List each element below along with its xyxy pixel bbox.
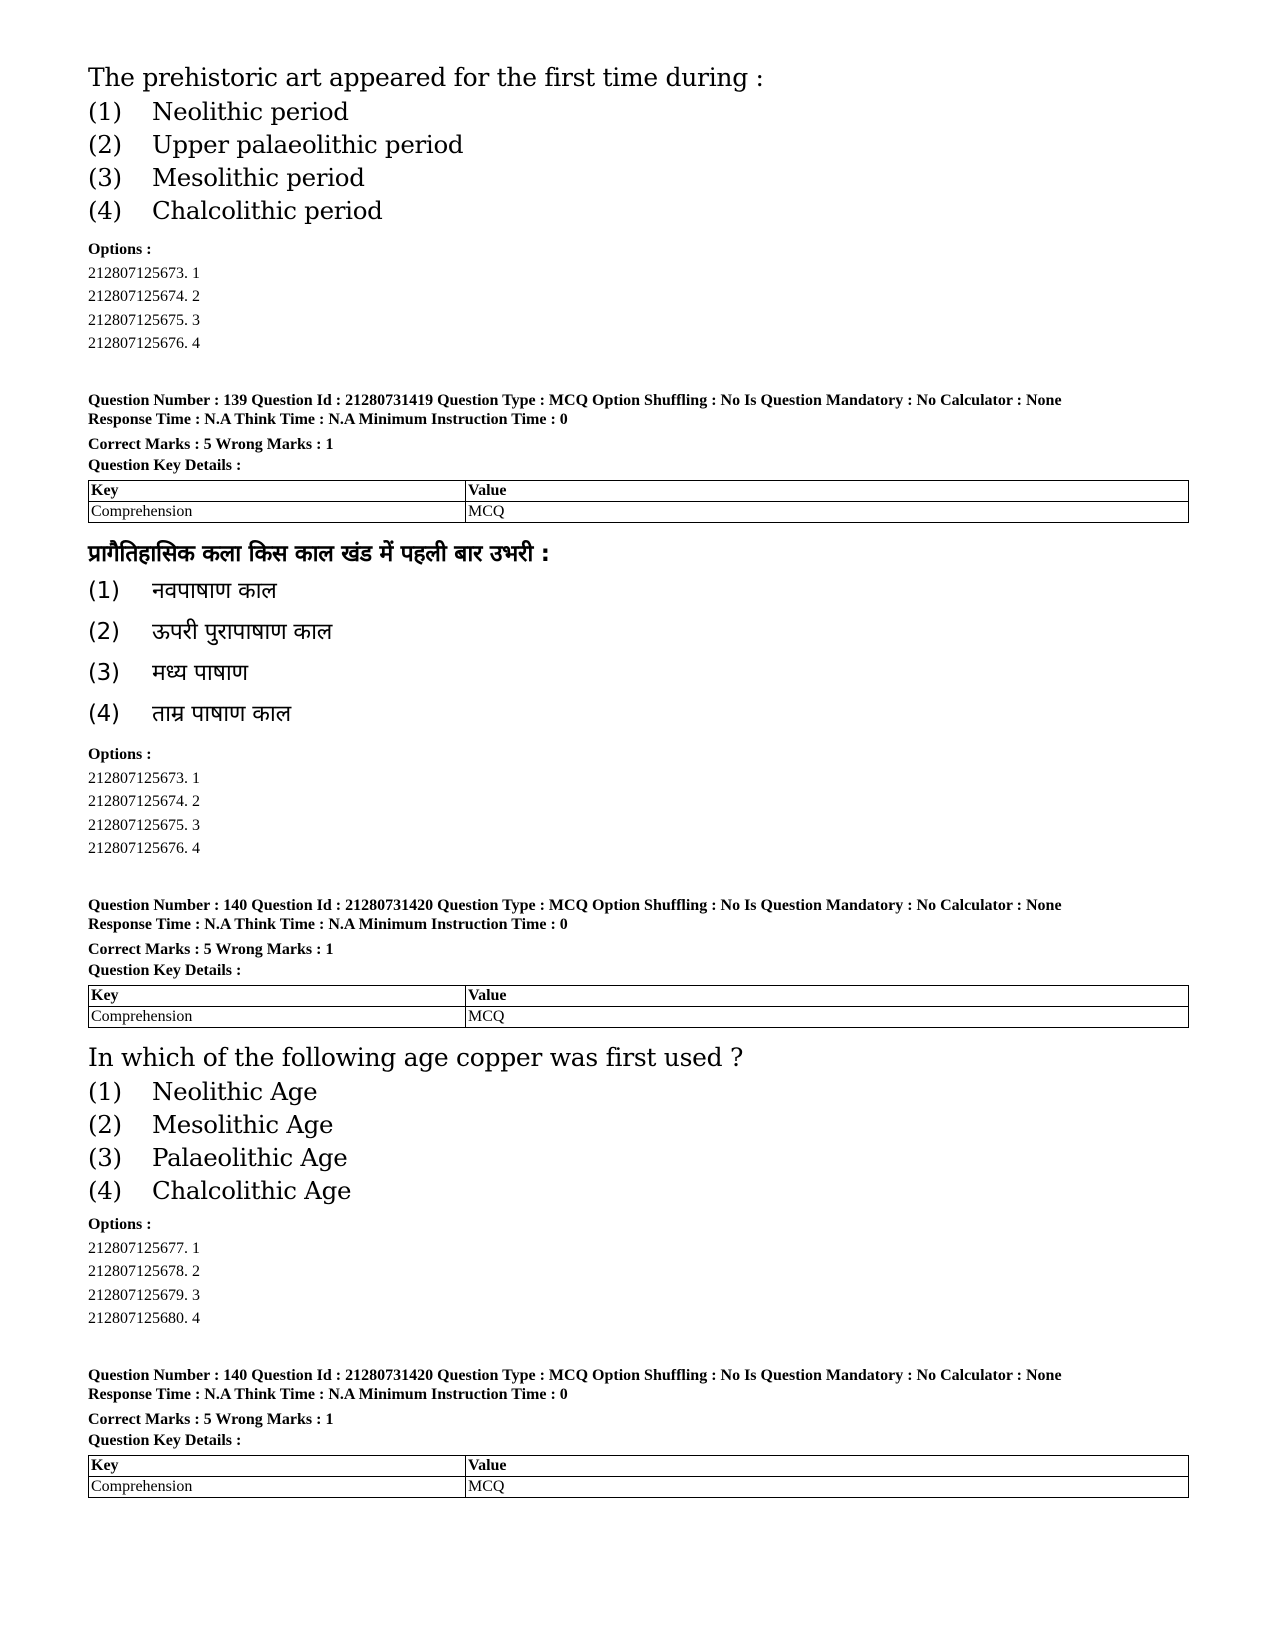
options-list-2	[88, 743, 200, 861]
options-list-1	[88, 238, 200, 356]
choice-4	[88, 1174, 1188, 1207]
value-cell: MCQ	[466, 1477, 1189, 1498]
question-text: In which of the following age copper was first used ?	[88, 1043, 744, 1072]
choice-text: Chalcolithic period	[152, 196, 383, 225]
choice-2	[88, 1108, 1188, 1141]
options-label: Options :	[88, 241, 152, 258]
choice-text: मध्य पाषाण	[152, 660, 248, 686]
key-cell: Comprehension	[89, 1007, 466, 1028]
choice-3	[88, 1141, 1188, 1174]
question-text: प्रागैतिहासिक कला किस काल खंड में पहली बार उभरी :	[88, 541, 550, 567]
options-label: Options :	[88, 746, 152, 763]
question-meta-2	[88, 896, 1188, 980]
table-header-row	[89, 1456, 1189, 1477]
option-item: 212807125680. 4	[88, 1310, 200, 1327]
meta-line-1: Question Number : 140 Question Id : 21280731420 Question Type : MCQ Option Shuffling : No Is Question Mandatory : No Calculator : None	[88, 897, 1062, 914]
choice-number: (1)	[88, 578, 120, 604]
option-item: 212807125674. 2	[88, 793, 200, 810]
option-item: 212807125674. 2	[88, 288, 200, 305]
marks-line: Correct Marks : 5 Wrong Marks : 1	[88, 436, 334, 453]
question-block-3	[88, 1041, 1188, 1207]
table-header-row	[89, 986, 1189, 1007]
option-item: 212807125679. 3	[88, 1286, 200, 1304]
choice-number: (3)	[88, 163, 122, 192]
key-cell: Comprehension	[89, 502, 466, 523]
key-header: Key	[89, 1456, 466, 1477]
choice-number: (2)	[88, 619, 120, 645]
table-row	[89, 1007, 1189, 1028]
table-header-row	[89, 481, 1189, 502]
question-meta-3	[88, 1366, 1188, 1450]
value-cell: MCQ	[466, 1007, 1189, 1028]
choice-number: (1)	[88, 1077, 122, 1106]
value-header: Value	[466, 481, 1189, 502]
key-value-table-2	[88, 985, 1189, 1028]
value-header: Value	[466, 1456, 1189, 1477]
option-item: 212807125676. 4	[88, 335, 200, 352]
key-details-label: Question Key Details :	[88, 457, 242, 474]
key-header: Key	[89, 986, 466, 1007]
choice-text: ताम्र पाषाण काल	[152, 701, 291, 727]
choice-text: ऊपरी पुरापाषाण काल	[152, 619, 333, 645]
choice-text: नवपाषाण काल	[152, 578, 277, 604]
meta-line-2: Response Time : N.A Think Time : N.A Minimum Instruction Time : 0	[88, 411, 568, 428]
choice-text: Neolithic Age	[152, 1077, 318, 1106]
meta-line-1: Question Number : 139 Question Id : 21280731419 Question Type : MCQ Option Shuffling : No Is Question Mandatory : No Calculator : None	[88, 392, 1062, 409]
meta-line-2: Response Time : N.A Think Time : N.A Minimum Instruction Time : 0	[88, 916, 568, 933]
option-item: 212807125675. 3	[88, 816, 200, 834]
option-item: 212807125676. 4	[88, 840, 200, 857]
choice-text: Neolithic period	[152, 97, 349, 126]
choice-text: Palaeolithic Age	[152, 1143, 348, 1172]
key-details-label: Question Key Details :	[88, 1432, 242, 1449]
choice-2	[88, 128, 1188, 161]
question-text: The prehistoric art appeared for the first time during :	[88, 63, 764, 92]
options-list-3	[88, 1213, 200, 1331]
choice-3	[88, 161, 1188, 194]
choice-number: (3)	[88, 1143, 122, 1172]
option-item: 212807125677. 1	[88, 1239, 200, 1257]
choice-4	[88, 194, 1188, 227]
option-item: 212807125678. 2	[88, 1263, 200, 1280]
table-row	[89, 502, 1189, 523]
choice-text: Chalcolithic Age	[152, 1176, 352, 1205]
marks-line: Correct Marks : 5 Wrong Marks : 1	[88, 1411, 334, 1428]
choice-1	[88, 95, 1188, 128]
options-label: Options :	[88, 1216, 152, 1233]
choice-number: (1)	[88, 97, 122, 126]
choice-1	[88, 571, 1188, 612]
key-details-label: Question Key Details :	[88, 962, 242, 979]
choice-text: Upper palaeolithic period	[152, 130, 464, 159]
choice-4	[88, 694, 1188, 735]
key-header: Key	[89, 481, 466, 502]
value-cell: MCQ	[466, 502, 1189, 523]
choice-number: (2)	[88, 1110, 122, 1139]
option-item: 212807125673. 1	[88, 264, 200, 282]
option-item: 212807125675. 3	[88, 311, 200, 329]
question-meta-1	[88, 391, 1188, 475]
choice-number: (2)	[88, 130, 122, 159]
key-value-table-3	[88, 1455, 1189, 1498]
meta-line-2: Response Time : N.A Think Time : N.A Minimum Instruction Time : 0	[88, 1386, 568, 1403]
table-row	[89, 1477, 1189, 1498]
choice-text: Mesolithic Age	[152, 1110, 334, 1139]
choice-number: (3)	[88, 660, 120, 686]
value-header: Value	[466, 986, 1189, 1007]
choice-text: Mesolithic period	[152, 163, 365, 192]
option-item: 212807125673. 1	[88, 769, 200, 787]
choice-number: (4)	[88, 1176, 122, 1205]
choice-number: (4)	[88, 701, 120, 727]
question-block-2	[88, 537, 1188, 735]
marks-line: Correct Marks : 5 Wrong Marks : 1	[88, 941, 334, 958]
question-block-1	[88, 61, 1188, 227]
choice-3	[88, 653, 1188, 694]
choice-1	[88, 1075, 1188, 1108]
meta-line-1: Question Number : 140 Question Id : 21280731420 Question Type : MCQ Option Shuffling : No Is Question Mandatory : No Calculator : None	[88, 1367, 1062, 1384]
choice-2	[88, 612, 1188, 653]
key-cell: Comprehension	[89, 1477, 466, 1498]
choice-number: (4)	[88, 196, 122, 225]
key-value-table-1	[88, 480, 1189, 523]
